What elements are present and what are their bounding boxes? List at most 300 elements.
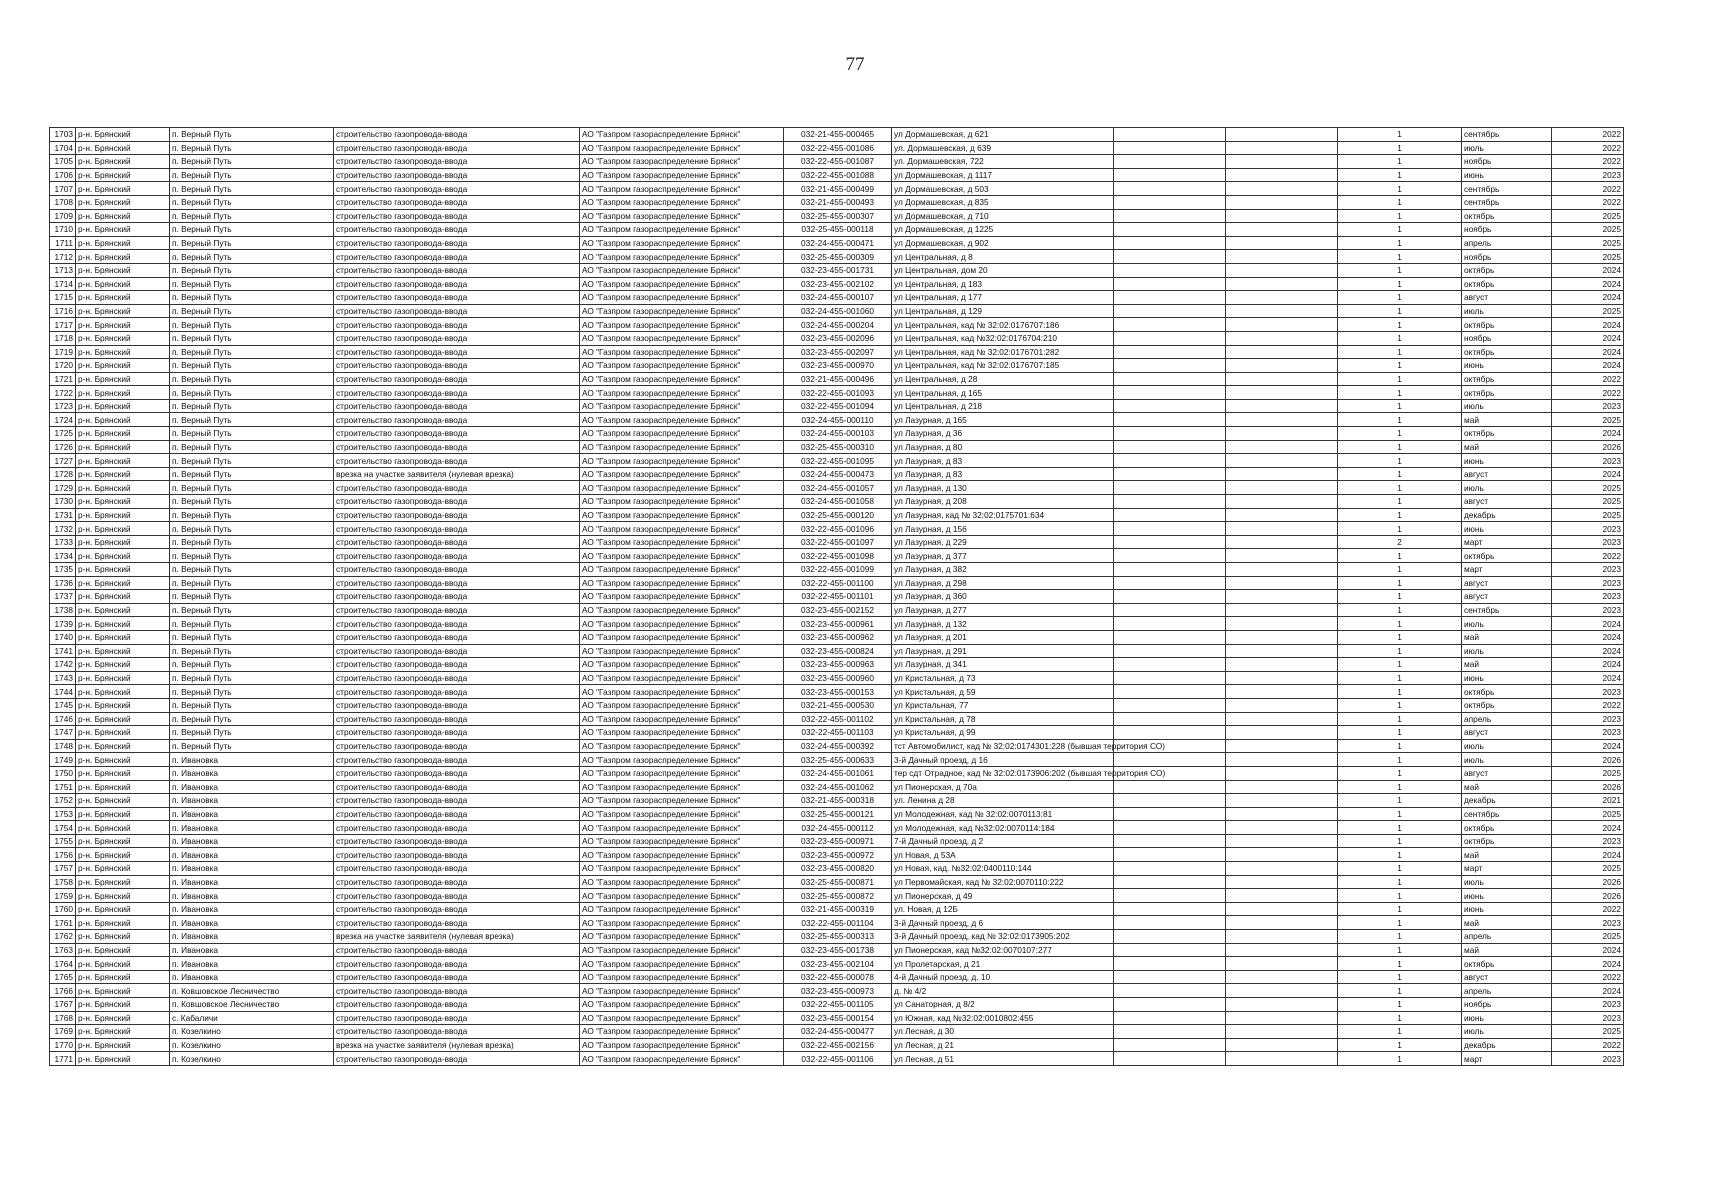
address-cell: ул Дормашевская, д 902 (892, 236, 1114, 250)
month-cell: июль (1462, 617, 1552, 631)
row-number-cell: 1765 (50, 970, 76, 984)
year-cell: 2025 (1552, 930, 1624, 944)
blank-cell (1226, 467, 1338, 481)
address-cell: ул Кристальная, 77 (892, 698, 1114, 712)
blank-cell (1114, 399, 1226, 413)
blank-cell (1226, 1038, 1338, 1052)
work-type-cell: строительство газопровода-ввода (334, 590, 580, 604)
settlement-cell: п. Верный Путь (170, 712, 334, 726)
table-row (50, 998, 1624, 1012)
blank-cell (1114, 821, 1226, 835)
year-cell: 2024 (1552, 427, 1624, 441)
work-type-cell: строительство газопровода-ввода (334, 617, 580, 631)
year-cell: 2023 (1552, 563, 1624, 577)
quantity-cell: 1 (1338, 427, 1462, 441)
application-code-cell: 032-23-455-000970 (784, 359, 892, 373)
quantity-cell: 1 (1338, 1011, 1462, 1025)
organization-cell: АО "Газпром газораспределение Брянск" (580, 821, 784, 835)
blank-cell (1226, 739, 1338, 753)
work-type-cell: строительство газопровода-ввода (334, 576, 580, 590)
district-cell: р-н. Брянский (76, 1011, 170, 1025)
organization-cell: АО "Газпром газораспределение Брянск" (580, 970, 784, 984)
quantity-cell: 2 (1338, 535, 1462, 549)
row-number-cell: 1763 (50, 943, 76, 957)
district-cell: р-н. Брянский (76, 794, 170, 808)
blank-cell (1114, 712, 1226, 726)
organization-cell: АО "Газпром газораспределение Брянск" (580, 481, 784, 495)
row-number-cell: 1769 (50, 1025, 76, 1039)
blank-cell (1114, 236, 1226, 250)
organization-cell: АО "Газпром газораспределение Брянск" (580, 386, 784, 400)
quantity-cell: 1 (1338, 630, 1462, 644)
year-cell: 2024 (1552, 263, 1624, 277)
month-cell: декабрь (1462, 794, 1552, 808)
district-cell: р-н. Брянский (76, 576, 170, 590)
row-number-cell: 1746 (50, 712, 76, 726)
settlement-cell: п. Верный Путь (170, 563, 334, 577)
work-type-cell: строительство газопровода-ввода (334, 263, 580, 277)
settlement-cell: п. Верный Путь (170, 182, 334, 196)
address-cell: ул Лазурная, д 130 (892, 481, 1114, 495)
settlement-cell: с. Кабаличи (170, 1011, 334, 1025)
blank-cell (1114, 630, 1226, 644)
application-code-cell: 032-23-455-000154 (784, 1011, 892, 1025)
month-cell: июнь (1462, 522, 1552, 536)
address-cell: ул Санаторная, д 8/2 (892, 998, 1114, 1012)
application-code-cell: 032-24-455-000103 (784, 427, 892, 441)
quantity-cell: 1 (1338, 1038, 1462, 1052)
quantity-cell: 1 (1338, 128, 1462, 142)
month-cell: март (1462, 862, 1552, 876)
district-cell: р-н. Брянский (76, 155, 170, 169)
address-cell: ул Лесная, д 30 (892, 1025, 1114, 1039)
application-code-cell: 032-24-455-000110 (784, 413, 892, 427)
year-cell: 2025 (1552, 304, 1624, 318)
settlement-cell: п. Верный Путь (170, 726, 334, 740)
work-type-cell: строительство газопровода-ввода (334, 563, 580, 577)
blank-cell (1226, 386, 1338, 400)
district-cell: р-н. Брянский (76, 658, 170, 672)
month-cell: сентябрь (1462, 603, 1552, 617)
row-number-cell: 1740 (50, 630, 76, 644)
application-code-cell: 032-23-455-000824 (784, 644, 892, 658)
blank-cell (1226, 644, 1338, 658)
blank-cell (1114, 780, 1226, 794)
quantity-cell: 1 (1338, 182, 1462, 196)
settlement-cell: п. Верный Путь (170, 413, 334, 427)
work-type-cell: строительство газопровода-ввода (334, 522, 580, 536)
row-number-cell: 1758 (50, 875, 76, 889)
work-type-cell: строительство газопровода-ввода (334, 386, 580, 400)
month-cell: август (1462, 467, 1552, 481)
district-cell: р-н. Брянский (76, 603, 170, 617)
table-row (50, 263, 1624, 277)
month-cell: август (1462, 495, 1552, 509)
application-code-cell: 032-22-455-001100 (784, 576, 892, 590)
blank-cell (1226, 427, 1338, 441)
district-cell: р-н. Брянский (76, 916, 170, 930)
work-type-cell: строительство газопровода-ввода (334, 902, 580, 916)
table-row (50, 372, 1624, 386)
month-cell: май (1462, 943, 1552, 957)
application-code-cell: 032-23-455-001738 (784, 943, 892, 957)
address-cell: тст Автомобилист, кад № 32:02:0174301:228 (бывшая территория СО) (892, 739, 1114, 753)
blank-cell (1114, 182, 1226, 196)
work-type-cell: строительство газопровода-ввода (334, 834, 580, 848)
blank-cell (1226, 549, 1338, 563)
blank-cell (1226, 195, 1338, 209)
district-cell: р-н. Брянский (76, 440, 170, 454)
month-cell: октябрь (1462, 209, 1552, 223)
row-number-cell: 1704 (50, 141, 76, 155)
application-code-cell: 032-23-455-000153 (784, 685, 892, 699)
quantity-cell: 1 (1338, 998, 1462, 1012)
month-cell: октябрь (1462, 277, 1552, 291)
address-cell: ул Центральная, д 165 (892, 386, 1114, 400)
organization-cell: АО "Газпром газораспределение Брянск" (580, 617, 784, 631)
organization-cell: АО "Газпром газораспределение Брянск" (580, 794, 784, 808)
settlement-cell: п. Ивановка (170, 916, 334, 930)
settlement-cell: п. Козелкино (170, 1025, 334, 1039)
month-cell: ноябрь (1462, 155, 1552, 169)
row-number-cell: 1733 (50, 535, 76, 549)
work-type-cell: строительство газопровода-ввода (334, 916, 580, 930)
settlement-cell: п. Ивановка (170, 970, 334, 984)
blank-cell (1114, 943, 1226, 957)
district-cell: р-н. Брянский (76, 807, 170, 821)
quantity-cell: 1 (1338, 821, 1462, 835)
address-cell: тер сдт Отрадное, кад № 32:02:0173906:202 (бывшая территория СО) (892, 766, 1114, 780)
district-cell: р-н. Брянский (76, 291, 170, 305)
work-type-cell: строительство газопровода-ввода (334, 780, 580, 794)
organization-cell: АО "Газпром газораспределение Брянск" (580, 223, 784, 237)
row-number-cell: 1708 (50, 195, 76, 209)
table-row (50, 481, 1624, 495)
blank-cell (1114, 495, 1226, 509)
year-cell: 2024 (1552, 943, 1624, 957)
address-cell: ул Лазурная, д 341 (892, 658, 1114, 672)
district-cell: р-н. Брянский (76, 168, 170, 182)
blank-cell (1226, 141, 1338, 155)
address-cell: ул Кристальная, д 99 (892, 726, 1114, 740)
work-type-cell: строительство газопровода-ввода (334, 943, 580, 957)
row-number-cell: 1705 (50, 155, 76, 169)
organization-cell: АО "Газпром газораспределение Брянск" (580, 671, 784, 685)
row-number-cell: 1723 (50, 399, 76, 413)
application-code-cell: 032-24-455-001062 (784, 780, 892, 794)
row-number-cell: 1720 (50, 359, 76, 373)
table-row (50, 1025, 1624, 1039)
month-cell: август (1462, 766, 1552, 780)
table-row (50, 440, 1624, 454)
district-cell: р-н. Брянский (76, 957, 170, 971)
blank-cell (1226, 834, 1338, 848)
quantity-cell: 1 (1338, 291, 1462, 305)
table-row (50, 549, 1624, 563)
registry-table-container (49, 127, 1623, 1066)
address-cell: ул Новая, кад. №32:02:0400110:144 (892, 862, 1114, 876)
table-row (50, 318, 1624, 332)
application-code-cell: 032-21-455-000318 (784, 794, 892, 808)
settlement-cell: п. Ивановка (170, 834, 334, 848)
table-row (50, 250, 1624, 264)
year-cell: 2021 (1552, 794, 1624, 808)
quantity-cell: 1 (1338, 345, 1462, 359)
application-code-cell: 032-24-455-000112 (784, 821, 892, 835)
quantity-cell: 1 (1338, 359, 1462, 373)
blank-cell (1114, 902, 1226, 916)
application-code-cell: 032-23-455-000960 (784, 671, 892, 685)
month-cell: август (1462, 291, 1552, 305)
organization-cell: АО "Газпром газораспределение Брянск" (580, 359, 784, 373)
organization-cell: АО "Газпром газораспределение Брянск" (580, 739, 784, 753)
blank-cell (1114, 304, 1226, 318)
district-cell: р-н. Брянский (76, 522, 170, 536)
blank-cell (1226, 495, 1338, 509)
month-cell: август (1462, 590, 1552, 604)
year-cell: 2023 (1552, 1011, 1624, 1025)
work-type-cell: строительство газопровода-ввода (334, 168, 580, 182)
settlement-cell: п. Верный Путь (170, 155, 334, 169)
month-cell: октябрь (1462, 685, 1552, 699)
row-number-cell: 1716 (50, 304, 76, 318)
month-cell: ноябрь (1462, 331, 1552, 345)
address-cell: ул. Ленина д 28 (892, 794, 1114, 808)
blank-cell (1226, 970, 1338, 984)
blank-cell (1226, 1025, 1338, 1039)
row-number-cell: 1703 (50, 128, 76, 142)
year-cell: 2026 (1552, 753, 1624, 767)
quantity-cell: 1 (1338, 889, 1462, 903)
address-cell: ул Лазурная, д 360 (892, 590, 1114, 604)
year-cell: 2023 (1552, 998, 1624, 1012)
table-row (50, 630, 1624, 644)
table-row (50, 563, 1624, 577)
address-cell: ул Лазурная, д 201 (892, 630, 1114, 644)
settlement-cell: п. Верный Путь (170, 209, 334, 223)
work-type-cell: строительство газопровода-ввода (334, 155, 580, 169)
work-type-cell: строительство газопровода-ввода (334, 182, 580, 196)
district-cell: р-н. Брянский (76, 481, 170, 495)
work-type-cell: врезка на участке заявителя (нулевая врезка) (334, 1038, 580, 1052)
work-type-cell: строительство газопровода-ввода (334, 508, 580, 522)
settlement-cell: п. Верный Путь (170, 522, 334, 536)
application-code-cell: 032-25-455-000633 (784, 753, 892, 767)
address-cell: ул Кристальная, д 59 (892, 685, 1114, 699)
row-number-cell: 1707 (50, 182, 76, 196)
application-code-cell: 032-22-455-001099 (784, 563, 892, 577)
quantity-cell: 1 (1338, 522, 1462, 536)
blank-cell (1114, 263, 1226, 277)
district-cell: р-н. Брянский (76, 495, 170, 509)
application-code-cell: 032-24-455-000471 (784, 236, 892, 250)
blank-cell (1226, 862, 1338, 876)
quantity-cell: 1 (1338, 834, 1462, 848)
address-cell: ул Лазурная, д 277 (892, 603, 1114, 617)
address-cell: ул Лазурная, д 229 (892, 535, 1114, 549)
row-number-cell: 1761 (50, 916, 76, 930)
address-cell: ул Дормашевская, д 710 (892, 209, 1114, 223)
district-cell: р-н. Брянский (76, 671, 170, 685)
settlement-cell: п. Верный Путь (170, 495, 334, 509)
blank-cell (1226, 889, 1338, 903)
district-cell: р-н. Брянский (76, 345, 170, 359)
application-code-cell: 032-25-455-000120 (784, 508, 892, 522)
row-number-cell: 1713 (50, 263, 76, 277)
table-row (50, 304, 1624, 318)
address-cell: ул Лазурная, д 291 (892, 644, 1114, 658)
blank-cell (1226, 875, 1338, 889)
district-cell: р-н. Брянский (76, 209, 170, 223)
district-cell: р-н. Брянский (76, 821, 170, 835)
quantity-cell: 1 (1338, 495, 1462, 509)
district-cell: р-н. Брянский (76, 780, 170, 794)
work-type-cell: строительство газопровода-ввода (334, 630, 580, 644)
blank-cell (1114, 998, 1226, 1012)
row-number-cell: 1731 (50, 508, 76, 522)
work-type-cell: строительство газопровода-ввода (334, 1025, 580, 1039)
district-cell: р-н. Брянский (76, 766, 170, 780)
quantity-cell: 1 (1338, 318, 1462, 332)
row-number-cell: 1710 (50, 223, 76, 237)
address-cell: ул Молодежная, кад № 32:02:0070113:81 (892, 807, 1114, 821)
table-row (50, 291, 1624, 305)
month-cell: июнь (1462, 1011, 1552, 1025)
work-type-cell: врезка на участке заявителя (нулевая врезка) (334, 467, 580, 481)
district-cell: р-н. Брянский (76, 1052, 170, 1066)
application-code-cell: 032-25-455-000309 (784, 250, 892, 264)
table-row (50, 413, 1624, 427)
organization-cell: АО "Газпром газораспределение Брянск" (580, 603, 784, 617)
blank-cell (1114, 141, 1226, 155)
work-type-cell: строительство газопровода-ввода (334, 766, 580, 780)
quantity-cell: 1 (1338, 481, 1462, 495)
blank-cell (1226, 563, 1338, 577)
application-code-cell: 032-22-455-001088 (784, 168, 892, 182)
table-row (50, 957, 1624, 971)
month-cell: сентябрь (1462, 195, 1552, 209)
quantity-cell: 1 (1338, 209, 1462, 223)
application-code-cell: 032-24-455-001058 (784, 495, 892, 509)
year-cell: 2024 (1552, 848, 1624, 862)
row-number-cell: 1737 (50, 590, 76, 604)
settlement-cell: п. Верный Путь (170, 617, 334, 631)
table-row (50, 1011, 1624, 1025)
row-number-cell: 1711 (50, 236, 76, 250)
blank-cell (1114, 481, 1226, 495)
application-code-cell: 032-23-455-002096 (784, 331, 892, 345)
year-cell: 2026 (1552, 889, 1624, 903)
table-row (50, 603, 1624, 617)
blank-cell (1226, 209, 1338, 223)
work-type-cell: строительство газопровода-ввода (334, 739, 580, 753)
application-code-cell: 032-22-455-001098 (784, 549, 892, 563)
row-number-cell: 1747 (50, 726, 76, 740)
row-number-cell: 1724 (50, 413, 76, 427)
quantity-cell: 1 (1338, 590, 1462, 604)
work-type-cell: строительство газопровода-ввода (334, 427, 580, 441)
district-cell: р-н. Брянский (76, 128, 170, 142)
address-cell: ул Дормашевская, д 1225 (892, 223, 1114, 237)
district-cell: р-н. Брянский (76, 943, 170, 957)
row-number-cell: 1721 (50, 372, 76, 386)
organization-cell: АО "Газпром газораспределение Брянск" (580, 236, 784, 250)
work-type-cell: строительство газопровода-ввода (334, 413, 580, 427)
table-row (50, 875, 1624, 889)
work-type-cell: строительство газопровода-ввода (334, 304, 580, 318)
work-type-cell: строительство газопровода-ввода (334, 603, 580, 617)
settlement-cell: п. Ивановка (170, 780, 334, 794)
year-cell: 2023 (1552, 834, 1624, 848)
settlement-cell: п. Ивановка (170, 753, 334, 767)
application-code-cell: 032-25-455-000307 (784, 209, 892, 223)
blank-cell (1226, 590, 1338, 604)
address-cell: ул Центральная, д 183 (892, 277, 1114, 291)
blank-cell (1226, 658, 1338, 672)
settlement-cell: п. Верный Путь (170, 644, 334, 658)
year-cell: 2024 (1552, 671, 1624, 685)
work-type-cell: строительство газопровода-ввода (334, 399, 580, 413)
table-row (50, 155, 1624, 169)
year-cell: 2025 (1552, 250, 1624, 264)
application-code-cell: 032-25-455-000871 (784, 875, 892, 889)
month-cell: июль (1462, 739, 1552, 753)
month-cell: июнь (1462, 359, 1552, 373)
row-number-cell: 1739 (50, 617, 76, 631)
district-cell: р-н. Брянский (76, 563, 170, 577)
application-code-cell: 032-23-455-000963 (784, 658, 892, 672)
organization-cell: АО "Газпром газораспределение Брянск" (580, 141, 784, 155)
blank-cell (1114, 889, 1226, 903)
quantity-cell: 1 (1338, 658, 1462, 672)
address-cell: ул Кристальная, д 73 (892, 671, 1114, 685)
year-cell: 2024 (1552, 617, 1624, 631)
address-cell: ул Дормашевская, д 503 (892, 182, 1114, 196)
quantity-cell: 1 (1338, 875, 1462, 889)
blank-cell (1226, 603, 1338, 617)
work-type-cell: строительство газопровода-ввода (334, 712, 580, 726)
district-cell: р-н. Брянский (76, 998, 170, 1012)
registry-table-body (50, 128, 1624, 1066)
district-cell: р-н. Брянский (76, 331, 170, 345)
settlement-cell: п. Верный Путь (170, 128, 334, 142)
settlement-cell: п. Верный Путь (170, 698, 334, 712)
district-cell: р-н. Брянский (76, 630, 170, 644)
blank-cell (1114, 467, 1226, 481)
quantity-cell: 1 (1338, 712, 1462, 726)
organization-cell: АО "Газпром газораспределение Брянск" (580, 943, 784, 957)
application-code-cell: 032-22-455-001086 (784, 141, 892, 155)
row-number-cell: 1745 (50, 698, 76, 712)
organization-cell: АО "Газпром газораспределение Брянск" (580, 277, 784, 291)
table-row (50, 168, 1624, 182)
organization-cell: АО "Газпром газораспределение Брянск" (580, 848, 784, 862)
settlement-cell: п. Ивановка (170, 848, 334, 862)
district-cell: р-н. Брянский (76, 726, 170, 740)
blank-cell (1226, 535, 1338, 549)
year-cell: 2025 (1552, 413, 1624, 427)
row-number-cell: 1764 (50, 957, 76, 971)
organization-cell: АО "Газпром газораспределение Брянск" (580, 291, 784, 305)
table-row (50, 943, 1624, 957)
address-cell: ул Центральная, дом 20 (892, 263, 1114, 277)
blank-cell (1114, 413, 1226, 427)
organization-cell: АО "Газпром газораспределение Брянск" (580, 630, 784, 644)
district-cell: р-н. Брянский (76, 1038, 170, 1052)
work-type-cell: строительство газопровода-ввода (334, 223, 580, 237)
year-cell: 2024 (1552, 630, 1624, 644)
year-cell: 2022 (1552, 128, 1624, 142)
